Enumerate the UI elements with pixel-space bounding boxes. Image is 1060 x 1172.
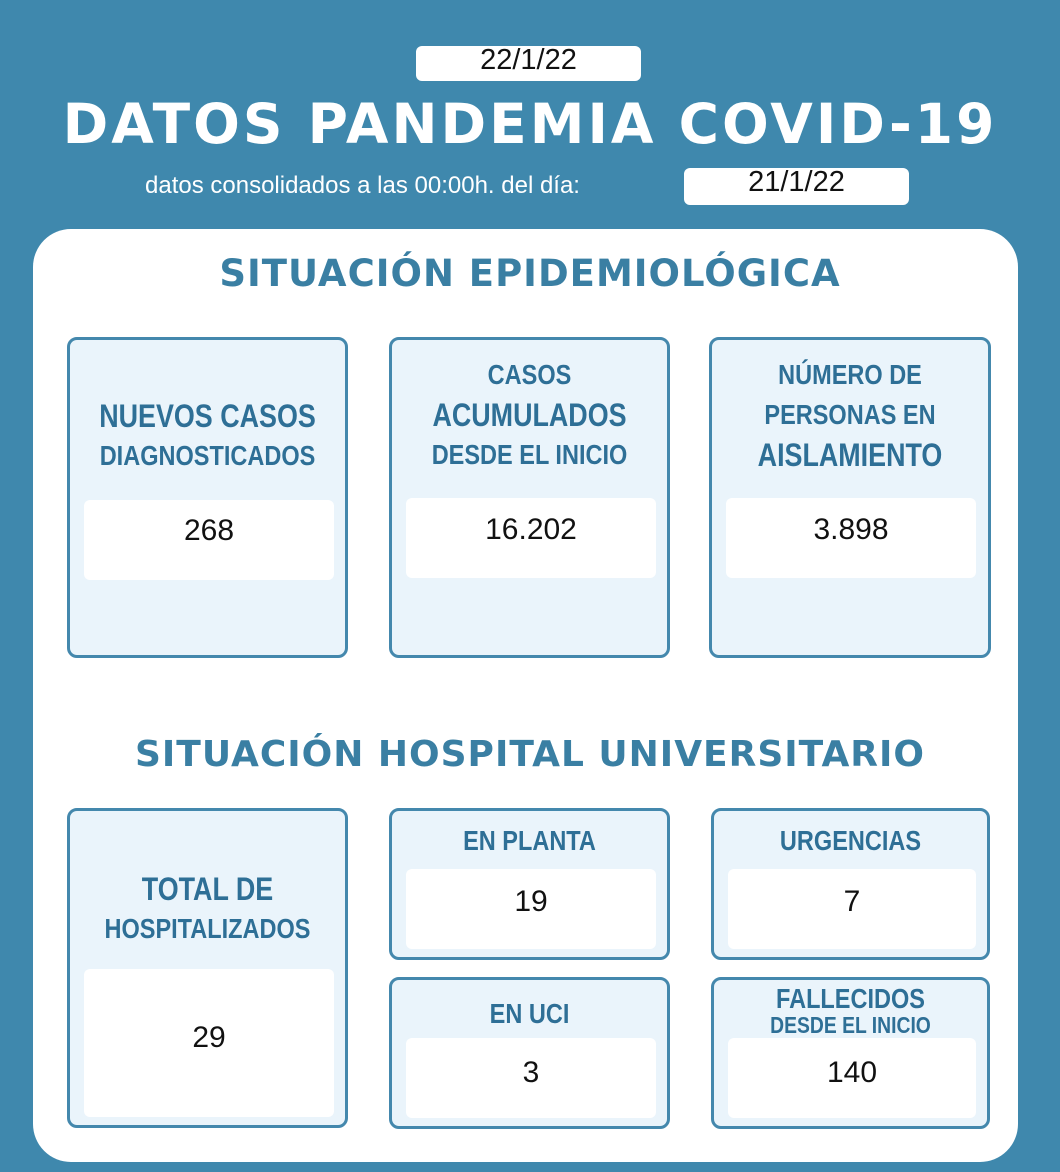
deceased-card <box>711 977 990 1129</box>
cumulative-label-line2: ACUMULADOS <box>432 397 627 433</box>
emergency-value: 7 <box>728 869 976 949</box>
ward-label: EN PLANTA <box>463 825 596 856</box>
total-hospitalized-card <box>67 808 348 1128</box>
new-cases-label-line2: DIAGNOSTICADOS <box>99 440 316 471</box>
cumulative-cases-label <box>414 355 645 475</box>
isolation-card <box>709 337 991 658</box>
total-hospitalized-label <box>92 869 323 949</box>
report-date <box>416 46 641 81</box>
total-hospitalized-line2: HOSPITALIZADOS <box>104 913 311 944</box>
new-cases-value: 268 <box>84 500 334 580</box>
cumulative-label-line1: CASOS <box>487 359 572 390</box>
deceased-label-line1: FALLECIDOS <box>776 983 925 1014</box>
ward-card <box>389 808 670 960</box>
deceased-label-line2: DESDE EL INICIO <box>770 1012 931 1038</box>
icu-card <box>389 977 670 1129</box>
emergency-label: URGENCIAS <box>779 825 922 856</box>
consolidation-subtitle: datos consolidados a las 00:00h. del día: <box>145 172 580 199</box>
page-title: DATOS PANDEMIA COVID-19 <box>62 92 998 156</box>
epidemiological-section-title: SITUACIÓN EPIDEMIOLÓGICA <box>219 252 841 295</box>
isolation-label <box>734 355 966 475</box>
icu-label: EN UCI <box>489 998 570 1029</box>
emergency-card <box>711 808 990 960</box>
report-date-text: 22/1/22 <box>480 44 577 76</box>
isolation-value: 3.898 <box>726 498 976 578</box>
total-hospitalized-line1: TOTAL DE <box>141 871 274 907</box>
ward-value: 19 <box>406 869 656 949</box>
data-date-text: 21/1/22 <box>748 166 845 198</box>
new-cases-label <box>92 396 323 476</box>
cumulative-cases-card <box>389 337 670 658</box>
isolation-label-line1: NÚMERO DE <box>778 359 922 390</box>
deceased-value: 140 <box>728 1038 976 1118</box>
isolation-label-line2: PERSONAS EN <box>764 399 936 430</box>
new-cases-card <box>67 337 348 658</box>
new-cases-label-line1: NUEVOS CASOS <box>99 398 316 434</box>
cumulative-label-line3: DESDE EL INICIO <box>431 439 628 470</box>
cumulative-cases-value: 16.202 <box>406 498 656 578</box>
hospital-section-title: SITUACIÓN HOSPITAL UNIVERSITARIO <box>134 734 926 775</box>
data-date <box>684 168 909 205</box>
total-hospitalized-value: 29 <box>84 969 334 1117</box>
isolation-label-line3: AISLAMIENTO <box>757 437 943 473</box>
deceased-label <box>736 983 965 1038</box>
icu-value: 3 <box>406 1038 656 1118</box>
